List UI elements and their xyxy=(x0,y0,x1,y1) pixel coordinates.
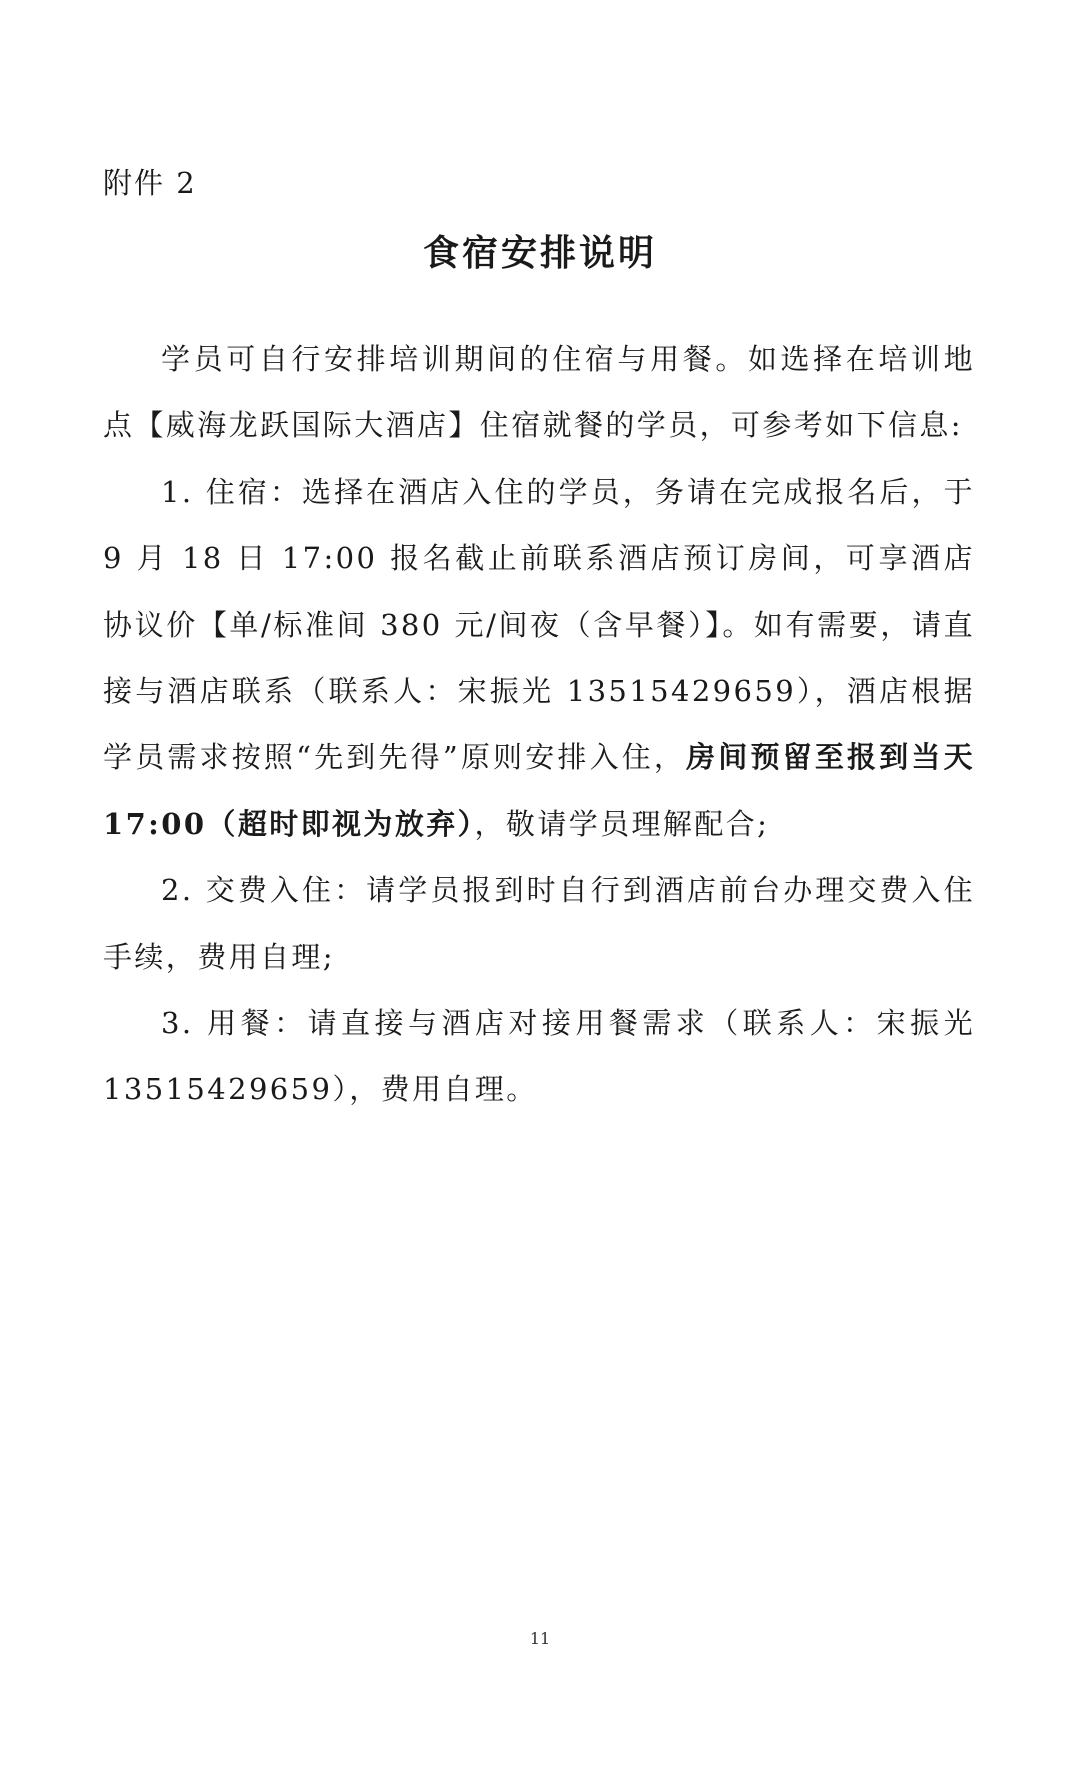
accommodation-text: 1. 住宿：选择在酒店入住的学员，务请在完成报名后，于 9 月 18 日 17:00 报名截止前联系酒店预订房间，可享酒店协议价【单/标准间 380 元/间夜（含早餐）】。如有需要，请直接与酒店联系（联系人：宋振光 13515429659），酒店根据学员需求按照“先到先得”原则安排入住， xyxy=(103,474,975,775)
document-body xyxy=(103,326,975,1123)
accommodation-tail: ，敬请学员理解配合; xyxy=(474,806,770,841)
accommodation-paragraph xyxy=(103,459,975,857)
accommodation-bold-note: 房间预留至报到当天 17:00（超时即视为放弃） xyxy=(103,740,975,841)
meals-paragraph: 3. 用餐：请直接与酒店对接用餐需求（联系人：宋振光 13515429659），费用自理。 xyxy=(103,1006,975,1107)
document-title: 食宿安排说明 xyxy=(422,232,657,274)
intro-paragraph: 学员可自行安排培训期间的住宿与用餐。如选择在培训地点【威海龙跃国际大酒店】住宿就餐的学员，可参考如下信息: xyxy=(103,342,975,443)
checkin-paragraph: 2. 交费入住：请学员报到时自行到酒店前台办理交费入住手续，费用自理; xyxy=(103,873,975,974)
attachment-label: 附件 2 xyxy=(103,166,197,200)
page-number: 11 xyxy=(529,1629,551,1648)
